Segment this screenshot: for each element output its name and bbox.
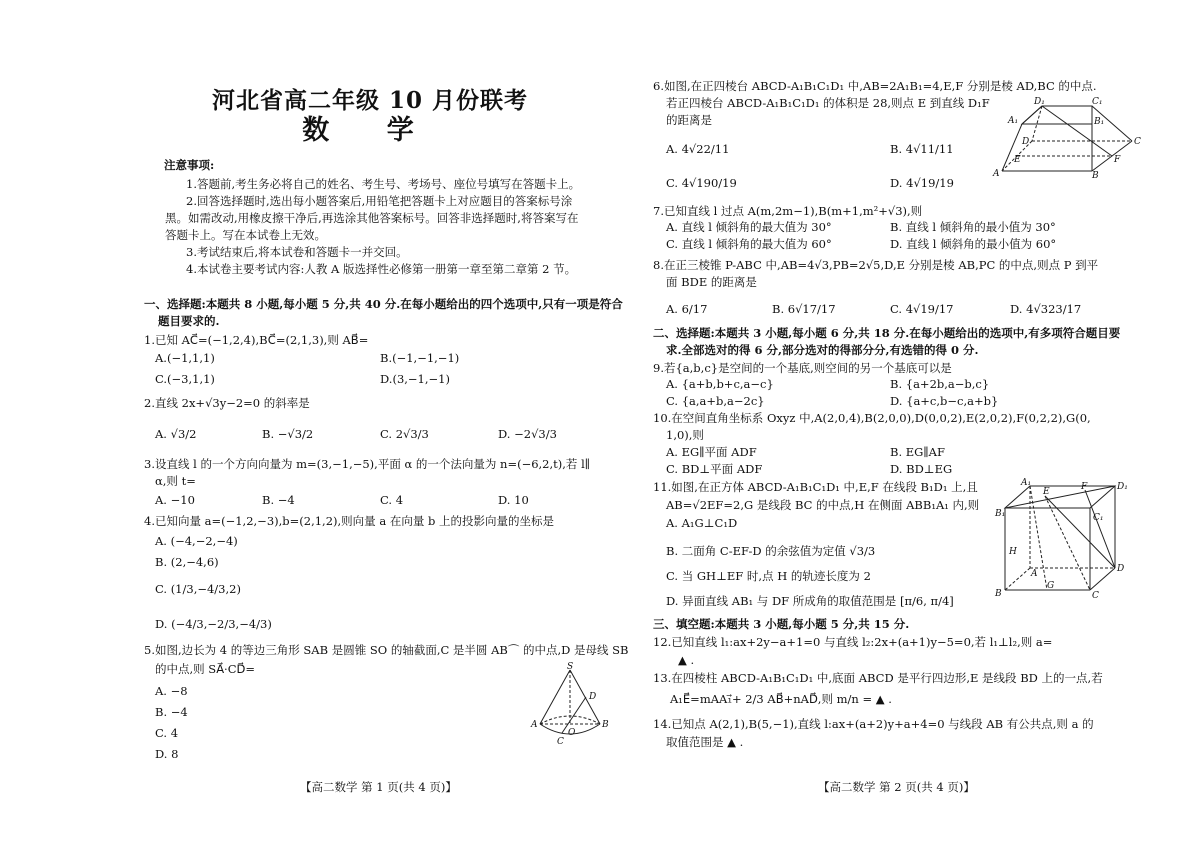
q10-option-c: C. BD⊥平面 ADF xyxy=(666,462,763,476)
notice-item: 答题卡上。写在本试卷上无效。 xyxy=(165,228,326,242)
q8-option-b: B. 6√17/17 xyxy=(772,302,836,316)
q1-option-c: C.(−3,1,1) xyxy=(155,372,215,386)
q11-stem: AB=√2EF=2,G 是线段 BC 的中点,H 在侧面 ABB₁A₁ 内,则 xyxy=(666,498,980,512)
fig-label: D xyxy=(1022,137,1030,147)
q10-option-d: D. BD⊥EG xyxy=(890,462,953,476)
fig-label: H xyxy=(1009,547,1017,557)
q8-stem: 面 BDE 的距离是 xyxy=(666,275,757,289)
q9-option-c: C. {a,a+b,a−2c} xyxy=(666,394,765,408)
q12-blank: ▲ . xyxy=(678,653,695,667)
fig-label: A xyxy=(1031,569,1038,579)
fig-label: S xyxy=(567,662,574,672)
fig-label: D₁ xyxy=(1034,97,1045,107)
q10-stem: 10.在空间直角坐标系 Oxyz 中,A(2,0,4),B(2,0,0),D(0,0,2),E(2,0,2),F(0,2,2),G(0, xyxy=(653,411,1091,425)
q7-option-a: A. 直线 l 倾斜角的最大值为 30° xyxy=(666,220,832,234)
fig-label: C xyxy=(1092,591,1099,601)
q3-stem: α,则 t= xyxy=(155,474,196,488)
q5-option-d: D. 8 xyxy=(155,747,179,761)
page-footer: 【高二数学 第 1 页(共 4 页)】 xyxy=(300,780,457,794)
q2-option-b: B. −√3/2 xyxy=(262,427,314,441)
section2-heading: 二、选择题:本题共 3 小题,每小题 6 分,共 18 分.在每小题给出的选项中,有多项符合题目要 xyxy=(653,326,1121,340)
fig-label: B₁ xyxy=(1094,117,1105,127)
q2-option-c: C. 2√3/3 xyxy=(380,427,429,441)
q14-stem: 取值范围是 ▲ . xyxy=(666,735,744,749)
q3-option-b: B. −4 xyxy=(262,493,295,507)
fig-label: A₁ xyxy=(1008,116,1019,126)
cone-figure xyxy=(530,662,610,748)
notice-item: 2.回答选择题时,选出每小题答案后,用铅笔把答题卡上对应题目的答案标号涂 xyxy=(186,194,573,208)
q6-option-d: D. 4√19/19 xyxy=(890,176,954,190)
section3-heading: 三、填空题:本题共 3 小题,每小题 5 分,共 15 分. xyxy=(653,617,910,631)
q6-stem: 6.如图,在正四棱台 ABCD-A₁B₁C₁D₁ 中,AB=2A₁B₁=4,E,F 分别是棱 AD,BC 的中点. xyxy=(653,79,1097,93)
q5-stem: 5.如图,边长为 4 的等边三角形 SAB 是圆锥 SO 的轴截面,C 是半圆 AB⌒ 的中点,D 是母线 SB xyxy=(144,643,629,657)
cube-figure xyxy=(995,478,1128,601)
q5-option-a: A. −8 xyxy=(155,684,188,698)
q8-stem: 8.在正三棱锥 P-ABC 中,AB=4√3,PB=2√5,D,E 分别是棱 AB,PC 的中点,则点 P 到平 xyxy=(653,258,1099,272)
q14-stem: 14.已知点 A(2,1),B(5,−1),直线 l:ax+(a+2)y+a+4=0 与线段 AB 有公共点,则 a 的 xyxy=(653,717,1094,731)
q11-option-a: A. A₁G⊥C₁D xyxy=(666,516,738,530)
q1-stem: 1.已知 AC⃗=(−1,2,4),BC⃗=(2,1,3),则 AB⃗= xyxy=(144,333,369,347)
q10-option-b: B. EG∥AF xyxy=(890,445,945,459)
fig-label: B xyxy=(995,589,1002,599)
q4-option-d: D. (−4/3,−2/3,−4/3) xyxy=(155,617,272,631)
section1-heading: 题目要求的. xyxy=(158,314,220,328)
fig-label: D xyxy=(589,692,597,702)
q6-stem: 的距离是 xyxy=(666,113,712,127)
fig-label: O xyxy=(568,728,576,738)
q2-stem: 2.直线 2x+√3y−2=0 的斜率是 xyxy=(144,396,310,410)
q8-option-c: C. 4√19/17 xyxy=(890,302,954,316)
fig-label: A xyxy=(993,169,1000,179)
q6-option-b: B. 4√11/11 xyxy=(890,142,954,156)
q10-stem: 1,0),则 xyxy=(666,428,704,442)
q3-stem: 3.设直线 l 的一个方向向量为 m=(3,−1,−5),平面 α 的一个法向量为 n=(−6,2,t),若 l∥ xyxy=(144,457,591,471)
q5-option-c: C. 4 xyxy=(155,726,179,740)
exam-title: 河北省高二年级 10 月份联考 xyxy=(211,87,529,114)
page-footer: 【高二数学 第 2 页(共 4 页)】 xyxy=(818,780,975,794)
q4-stem: 4.已知向量 a=(−1,2,−3),b=(2,1,2),则向量 a 在向量 b 上的投影向量的坐标是 xyxy=(144,514,555,528)
q12-stem: 12.已知直线 l₁:ax+2y−a+1=0 与直线 l₂:2x+(a+1)y−5=0,若 l₁⊥l₂,则 a= xyxy=(653,635,1053,649)
q13-stem: A₁E⃗=mAA₁⃗+ 2/3 AB⃗+nAD⃗,则 m/n = ▲ . xyxy=(670,692,892,706)
q4-option-c: C. (1/3,−4/3,2) xyxy=(155,582,241,596)
exam-subject: 数 学 xyxy=(302,115,438,146)
fig-label: B₁ xyxy=(995,509,1006,519)
fig-label: A xyxy=(531,720,538,730)
q13-stem: 13.在四棱柱 ABCD-A₁B₁C₁D₁ 中,底面 ABCD 是平行四边形,E 是线段 BD 上的一点,若 xyxy=(653,671,1103,685)
notice-item: 3.考试结束后,将本试卷和答题卡一并交回。 xyxy=(186,245,408,259)
q3-option-a: A. −10 xyxy=(155,493,195,507)
q9-option-d: D. {a+c,b−c,a+b} xyxy=(890,394,999,408)
q5-option-b: B. −4 xyxy=(155,705,188,719)
q6-option-a: A. 4√22/11 xyxy=(666,142,730,156)
q11-stem: 11.如图,在正方体 ABCD-A₁B₁C₁D₁ 中,E,F 在线段 B₁D₁ 上,且 xyxy=(653,480,978,494)
q6-stem: 若正四棱台 ABCD-A₁B₁C₁D₁ 的体积是 28,则点 E 到直线 D₁F xyxy=(666,96,990,110)
q7-option-c: C. 直线 l 倾斜角的最大值为 60° xyxy=(666,237,832,251)
q1-option-d: D.(3,−1,−1) xyxy=(380,372,450,386)
fig-label: A₁ xyxy=(1021,478,1032,488)
q8-option-a: A. 6/17 xyxy=(666,302,708,316)
q9-option-a: A. {a+b,b+c,a−c} xyxy=(666,377,774,391)
fig-label: E xyxy=(1043,487,1050,497)
q3-option-d: D. 10 xyxy=(498,493,529,507)
q7-option-b: B. 直线 l 倾斜角的最小值为 30° xyxy=(890,220,1056,234)
q11-option-d: D. 异面直线 AB₁ 与 DF 所成角的取值范围是 [π/6, π/4] xyxy=(666,594,954,608)
fig-label: E xyxy=(1014,155,1021,165)
q4-option-b: B. (2,−4,6) xyxy=(155,555,219,569)
notice-item: 黑。如需改动,用橡皮擦干净后,再选涂其他答案标号。回答非选择题时,将答案写在 xyxy=(165,211,579,225)
q2-option-d: D. −2√3/3 xyxy=(498,427,557,441)
section1-heading: 一、选择题:本题共 8 小题,每小题 5 分,共 40 分.在每小题给出的四个选项中,只有一项是符合 xyxy=(144,297,623,311)
q9-option-b: B. {a+2b,a−b,c} xyxy=(890,377,990,391)
section2-heading: 求.全部选对的得 6 分,部分选对的得部分分,有选错的得 0 分. xyxy=(666,343,979,357)
fig-label: C₁ xyxy=(1092,97,1103,107)
q7-stem: 7.已知直线 l 过点 A(m,2m−1),B(m+1,m²+√3),则 xyxy=(653,204,923,218)
page-2 xyxy=(600,0,1200,848)
fig-label: D xyxy=(1117,564,1125,574)
q11-option-c: C. 当 GH⊥EF 时,点 H 的轨迹长度为 2 xyxy=(666,569,871,583)
fig-label: F xyxy=(1114,155,1121,165)
fig-label: B xyxy=(602,720,609,730)
fig-label: D₁ xyxy=(1117,482,1128,492)
q9-stem: 9.若{a,b,c}是空间的一个基底,则空间的另一个基底可以是 xyxy=(653,361,952,375)
q1-option-b: B.(−1,−1,−1) xyxy=(380,351,460,365)
fig-label: C xyxy=(557,737,564,747)
q7-option-d: D. 直线 l 倾斜角的最小值为 60° xyxy=(890,237,1057,251)
frustum-figure xyxy=(992,96,1142,180)
q1-option-a: A.(−1,1,1) xyxy=(155,351,215,365)
q6-option-c: C. 4√190/19 xyxy=(666,176,737,190)
notice-item: 4.本试卷主要考试内容:人教 A 版选择性必修第一册第一章至第二章第 2 节。 xyxy=(186,262,577,276)
notice-item: 1.答题前,考生务必将自己的姓名、考生号、考场号、座位号填写在答题卡上。 xyxy=(186,177,581,191)
fig-label: C xyxy=(1134,137,1141,147)
q4-option-a: A. (−4,−2,−4) xyxy=(155,534,238,548)
fig-label: C₁ xyxy=(1093,513,1104,523)
notice-heading: 注意事项: xyxy=(164,158,215,172)
q11-option-b: B. 二面角 C-EF-D 的余弦值为定值 √3/3 xyxy=(666,544,876,558)
fig-label: G xyxy=(1047,581,1055,591)
q2-option-a: A. √3/2 xyxy=(155,427,197,441)
fig-label: F xyxy=(1081,482,1088,492)
q10-option-a: A. EG∥平面 ADF xyxy=(666,445,757,459)
q5-stem: 的中点,则 SA⃗·CD⃗= xyxy=(155,662,256,676)
q3-option-c: C. 4 xyxy=(380,493,404,507)
q8-option-d: D. 4√323/17 xyxy=(1010,302,1082,316)
fig-label: B xyxy=(1092,171,1099,181)
